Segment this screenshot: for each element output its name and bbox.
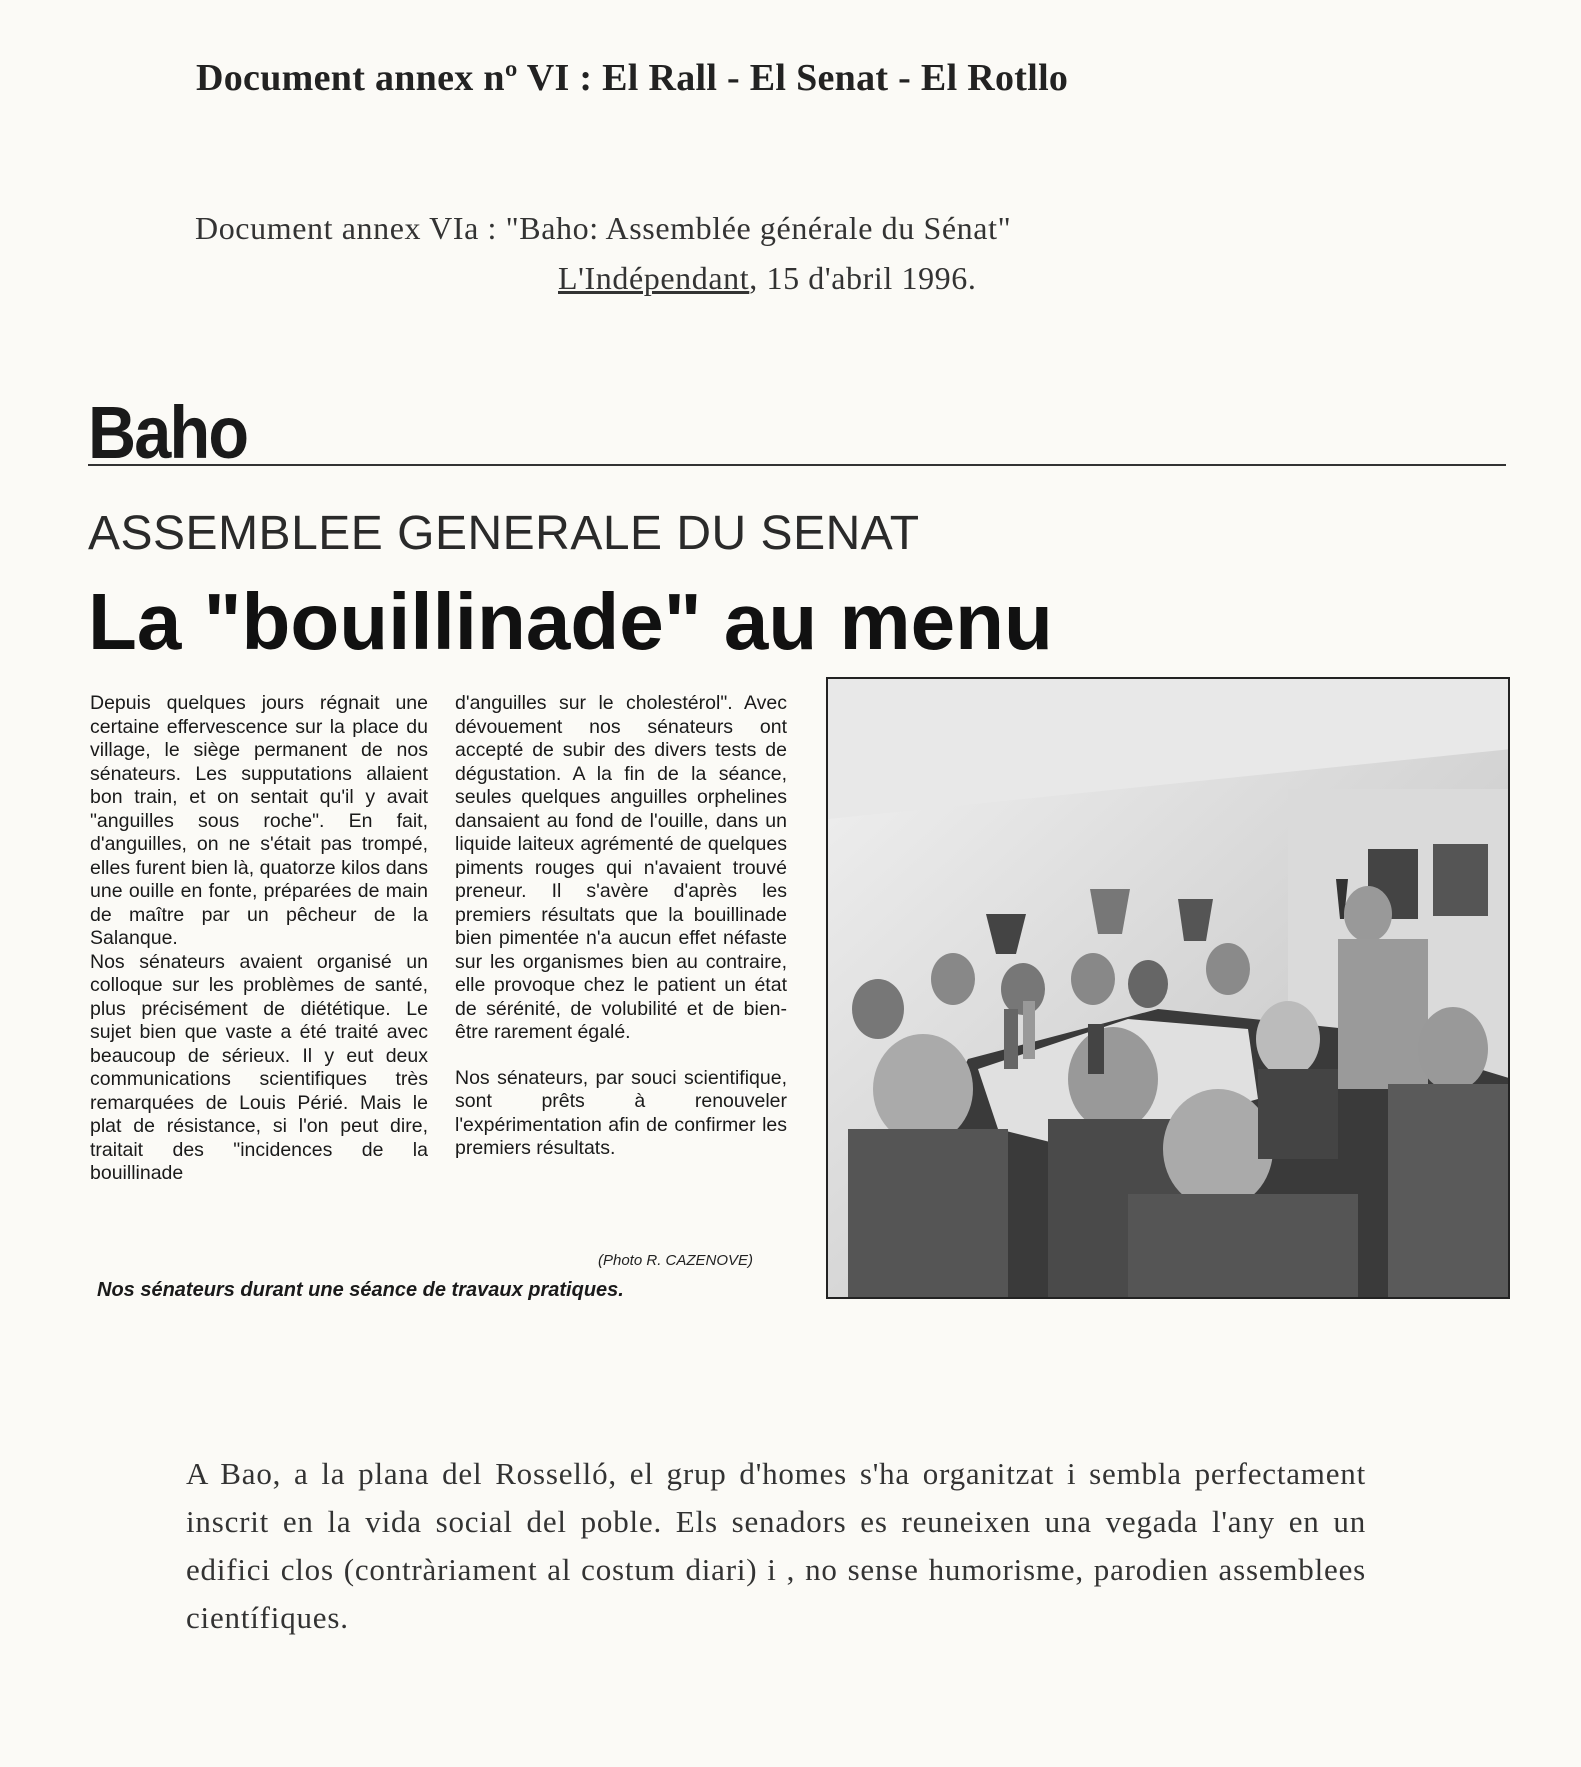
article-paragraph: Nos sénateurs avaient organisé un colloque sur les problèmes de santé, plus précisément de diététique. Le sujet bien que vaste a été traité avec beaucoup de sérieux. Il y eut deux communications scientifiques très remarquées de Louis Périé. Mais le plat de résistance, si l'on peut dire, traitait des "incidences de la bouillinade <box>90 950 428 1184</box>
article-paragraph: Depuis quelques jours régnait une certaine effervescence sur la place du village, le siège permanent de nos sénateurs. Les supputations allaient bon train, et on sentait qu'il y avait "anguilles sous roche". En fait, d'anguilles, on ne s'était pas trompé, elles furent bien là, quatorze kilos dans une ouille en fonte, préparées de main de maître par un pêcheur de la Salanque. <box>90 692 428 949</box>
article-paragraph: d'anguilles sur le cholestérol". Avec dévouement nos sénateurs ont accepté de subir des divers tests de dégustation. A la fin de la séance, seules quelques anguilles orphelines dansaient au fond de l'ouille, dans un liquide laiteux agrémenté de quelques piments rouges qui n'avaient trouvé preneur. Il s'avère d'après les premiers résultats que la bouillinade bien pimentée n'a aucun effet néfaste sur les organismes bien au contraire, elle provoque chez le patient un état de sérénité, de volubilité et de bien-être rarement égalé. <box>455 692 787 1043</box>
photo-caption: Nos sénateurs durant une séance de travaux pratiques. <box>97 1279 624 1301</box>
article-paragraph: Nos sénateurs, par souci scientifique, sont prêts à renouveler l'expérimentation afin de confirmer les premiers résultats. <box>455 1066 787 1159</box>
clipping-headline: La "bouillinade" au menu <box>88 577 1053 666</box>
article-column-1 <box>90 692 428 1186</box>
publication-date: , 15 d'abril 1996. <box>749 260 977 296</box>
article-column-2 <box>455 692 787 1161</box>
clipping-kicker: ASSEMBLEE GENERALE DU SENAT <box>88 507 920 560</box>
photo-illustration <box>828 679 1510 1299</box>
annex-heading: Document annex nº VI : El Rall - El Senat - El Rotllo <box>196 57 1069 99</box>
article-photo <box>826 677 1510 1299</box>
clipping-town: Baho <box>88 391 248 474</box>
newspaper-clipping <box>0 380 1581 1340</box>
source-citation <box>558 260 977 297</box>
publication-name: L'Indépendant <box>558 260 750 296</box>
commentary-paragraph: A Bao, a la plana del Rosselló, el grup d'homes s'ha organitzat i sembla perfectament inscrit en la vida social del poble. Els senadors es reuneixen una vegada l'any en un edifici clos (contràriament al costum diari) i , no sense humorisme, parodien assemblees científiques. <box>186 1456 1366 1635</box>
source-title: Document annex VIa : "Baho: Assemblée générale du Sénat" <box>195 210 1012 246</box>
photo-credit: (Photo R. CAZENOVE) <box>598 1252 754 1269</box>
clipping-rule <box>88 464 1506 466</box>
